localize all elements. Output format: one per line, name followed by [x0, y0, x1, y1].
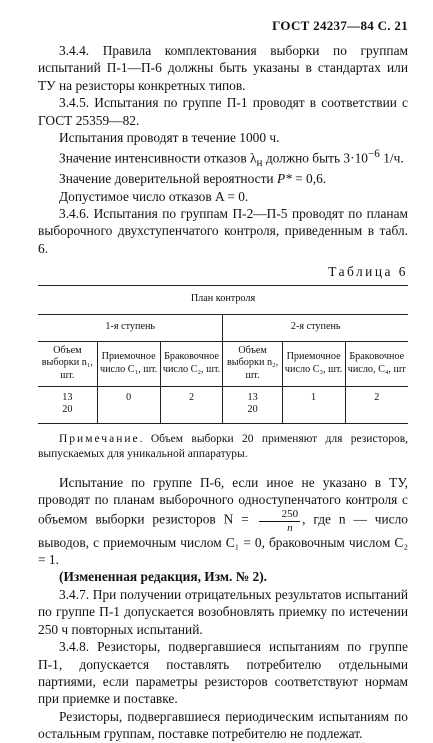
paragraph-3-4-7: 3.4.7. При получении отрицательных результатов испытаний по группе П-1 допускается возобновлять приемку по истечении 250 ч повторных испытаний.	[38, 586, 408, 637]
table-note	[38, 432, 408, 462]
intensity-unit: 1/ч.	[379, 150, 404, 165]
confidence-pre: Значение доверительной вероятности	[59, 171, 277, 187]
cell-c4: 2	[345, 386, 408, 423]
note-text: . Объем выборки 20 применяют для резисторов, выпускаемых для уникальной аппаратуры.	[38, 432, 408, 460]
table-caption: Таблица 6	[328, 264, 408, 280]
p6-pre: Испытание по группе П-6, если иное не указано в ТУ, проводят по планам выборочного одноступенчатого контроля с объемом выборки резисторов N =	[38, 474, 408, 528]
page-body	[38, 42, 408, 743]
fraction-denominator: n	[287, 521, 293, 534]
col-sample-size-n1: Объем выборки n₁, шт.	[38, 341, 97, 386]
table-row	[38, 386, 408, 423]
paragraph-final: Резисторы, подвергавшиеся периодическим испытаниям по остальным группам, поставке потребителю не подлежат.	[38, 708, 408, 742]
col-rejection-c2: Браковочное число C₂, шт.	[160, 341, 223, 386]
paragraph-p6	[38, 474, 408, 569]
paragraph-3-4-5: 3.4.5. Испытания по группе П-1 проводят в соответствии с ГОСТ 25359—82.	[38, 95, 408, 128]
plan-header: План контроля	[38, 285, 408, 314]
intensity-sub: н	[256, 156, 263, 169]
col-acceptance-c3: Приемочное число C₃, шт.	[282, 341, 345, 386]
paragraph-3-4-4: 3.4.4. Правила комплектования выборки по группам испытаний П-1—П-6 должны быть указаны в стандартах или ТУ на резисторы конкретных типов.	[38, 43, 408, 93]
page-header: ГОСТ 24237—84 С. 21	[272, 18, 408, 33]
fraction-numerator: 250	[259, 508, 301, 521]
confidence-symbol: P*	[276, 171, 292, 187]
cell-n2	[223, 386, 282, 423]
stage-1-header: 1-я ступень	[38, 314, 223, 341]
cell-c2: 2	[160, 386, 223, 423]
cell-n2-a: 13	[247, 391, 258, 403]
sample-size-fraction	[259, 508, 301, 533]
edition-note: (Измененная редакция, Изм. № 2).	[59, 569, 268, 585]
paragraph-3-4-8: 3.4.8. Резисторы, подвергавшиеся испытаниям по группе П-1, допускается поставлять потребителю отдельными партиями, если параметры резисторов соответствуют нормам при приемке и поставке.	[38, 639, 408, 707]
col-rejection-c4: Браковочное число, C₄, шт	[345, 341, 408, 386]
control-plan-table	[38, 285, 408, 424]
intensity-pre: Значение интенсивности отказов λ	[59, 150, 257, 165]
note-label: Примечание	[59, 432, 140, 445]
stage-2-header: 2-я ступень	[223, 314, 408, 341]
p6-post: , где n — число выводов, с приемочным числом C₁ = 0, браковочным числом C₂ = 1.	[38, 512, 408, 568]
cell-n1-a: 13	[62, 391, 73, 403]
allowed-failures: Допустимое число отказов A = 0.	[59, 188, 249, 204]
confidence-probability	[38, 170, 408, 187]
cell-c1: 0	[97, 386, 160, 423]
cell-c3: 1	[282, 386, 345, 423]
confidence-post: = 0,6.	[291, 171, 327, 187]
cell-n2-b: 20	[247, 404, 258, 416]
cell-n1	[38, 386, 97, 423]
intensity-post: должно быть 3·10	[262, 150, 368, 165]
failure-intensity	[38, 147, 408, 171]
test-duration: Испытания проводят в течение 1000 ч.	[59, 130, 280, 146]
cell-n1-b: 20	[62, 404, 73, 416]
paragraph-3-4-6: 3.4.6. Испытания по группам П-2—П-5 проводят по планам выборочного двухступенчатого контроля, приведенным в табл. 6.	[38, 206, 408, 256]
col-acceptance-c1: Приемочное число C₁, шт.	[97, 341, 160, 386]
col-sample-size-n2: Объем выборки n₂, шт.	[223, 341, 282, 386]
intensity-exp: −6	[367, 147, 380, 160]
